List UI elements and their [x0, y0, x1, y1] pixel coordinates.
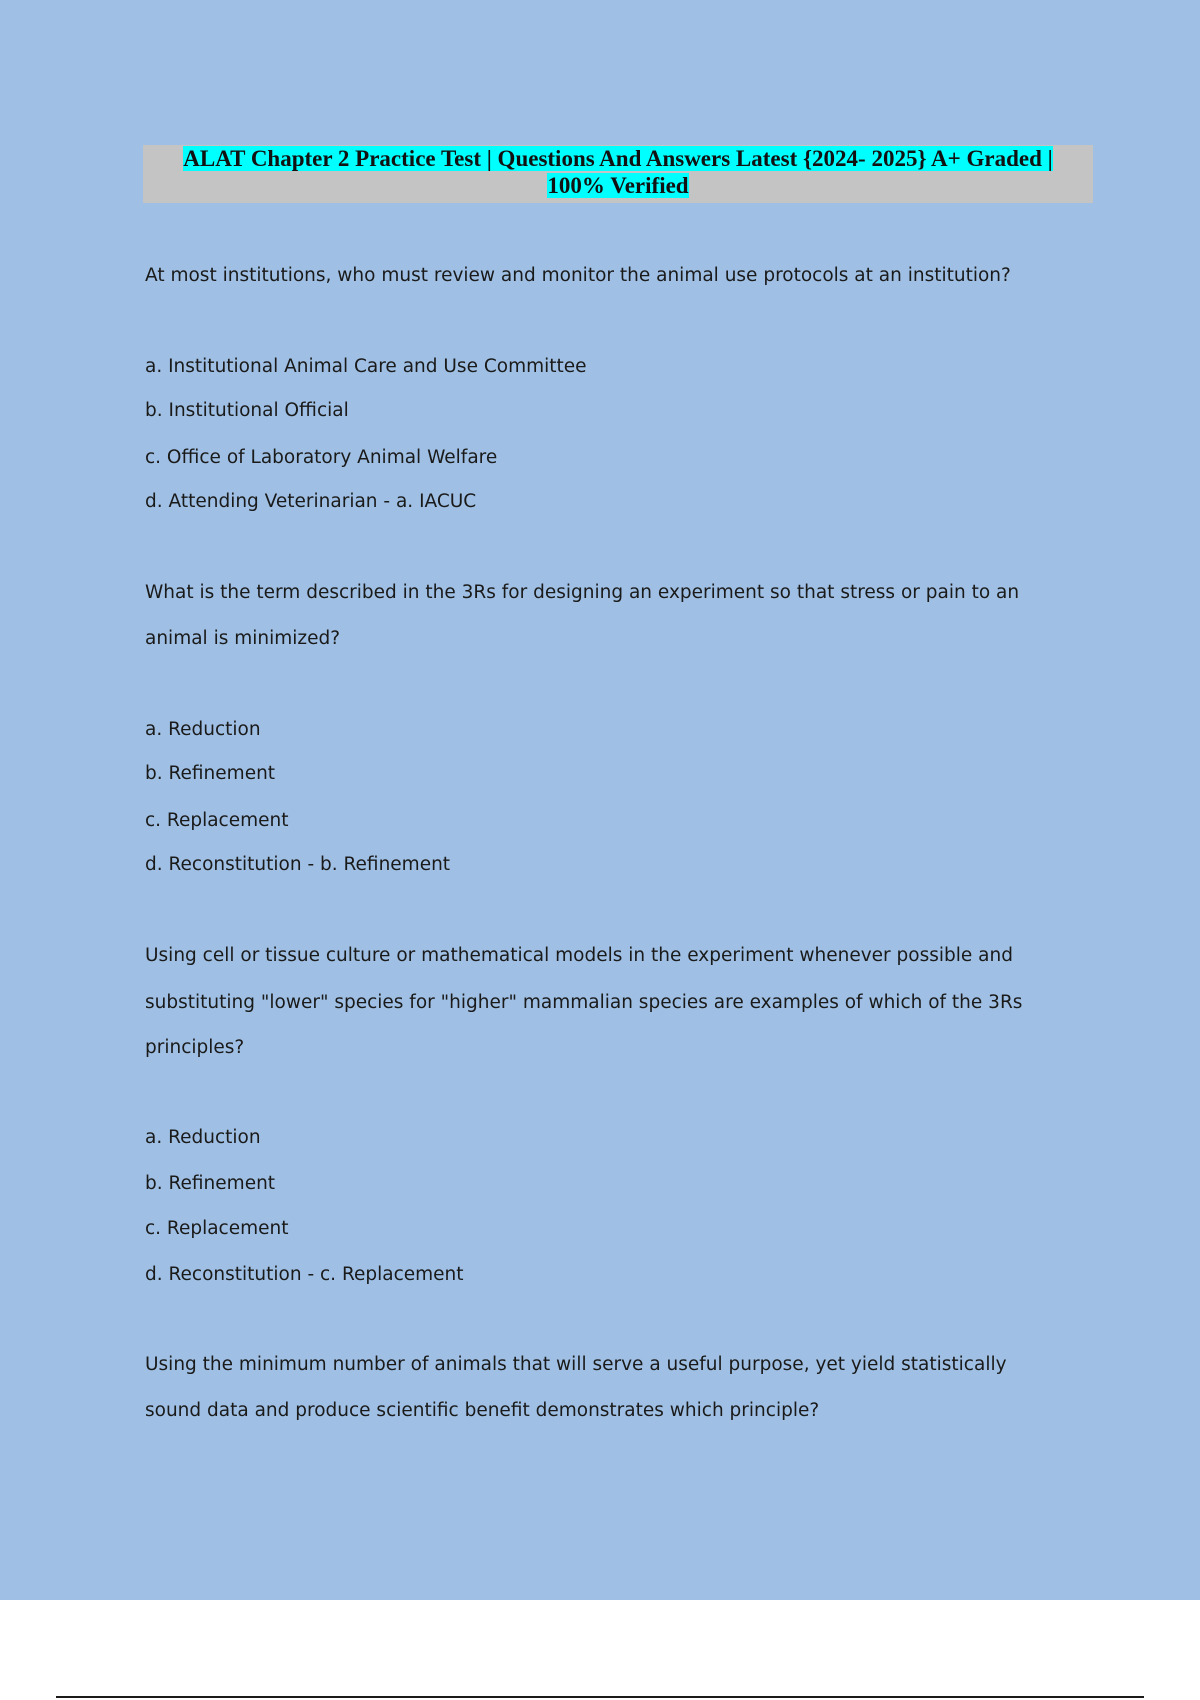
- question-2-option-a: a. Reduction: [145, 719, 261, 740]
- question-3-option-c: c. Replacement: [145, 1218, 289, 1239]
- question-3-option-a: a. Reduction: [145, 1127, 261, 1148]
- question-2-text-line-1: What is the term described in the 3Rs for designing an experiment so that stress or pain to an: [145, 582, 1020, 603]
- question-4-text-line-1: Using the minimum number of animals that will serve a useful purpose, yet yield statistically: [145, 1354, 1007, 1375]
- question-3-text-line-1: Using cell or tissue culture or mathematical models in the experiment whenever possible and: [145, 945, 1013, 966]
- question-1-option-b: b. Institutional Official: [145, 400, 349, 421]
- question-1-option-a: a. Institutional Animal Care and Use Committee: [145, 356, 587, 377]
- question-2-option-c: c. Replacement: [145, 810, 289, 831]
- question-1-text: At most institutions, who must review and monitor the animal use protocols at an institution?: [145, 265, 1011, 286]
- footer-divider: [56, 1696, 1144, 1698]
- question-2-option-b: b. Refinement: [145, 763, 276, 784]
- document-title: [143, 145, 1093, 203]
- title-line-2: 100% Verified: [547, 173, 689, 198]
- question-3-text-line-3: principles?: [145, 1037, 245, 1058]
- question-2-text-line-2: animal is minimized?: [145, 628, 341, 649]
- title-line-1: ALAT Chapter 2 Practice Test | Questions And Answers Latest {2024- 2025} A+ Graded |: [183, 146, 1053, 171]
- question-3-option-d: d. Reconstitution - c. Replacement: [145, 1264, 464, 1285]
- question-3-text-line-2: substituting "lower" species for "higher" mammalian species are examples of which of the 3Rs: [145, 992, 1023, 1013]
- question-4-text-line-2: sound data and produce scientific benefit demonstrates which principle?: [145, 1400, 820, 1421]
- question-1-option-d: d. Attending Veterinarian - a. IACUC: [145, 491, 477, 512]
- question-1-option-c: c. Office of Laboratory Animal Welfare: [145, 447, 498, 468]
- question-2-option-d: d. Reconstitution - b. Refinement: [145, 854, 451, 875]
- question-3-option-b: b. Refinement: [145, 1173, 276, 1194]
